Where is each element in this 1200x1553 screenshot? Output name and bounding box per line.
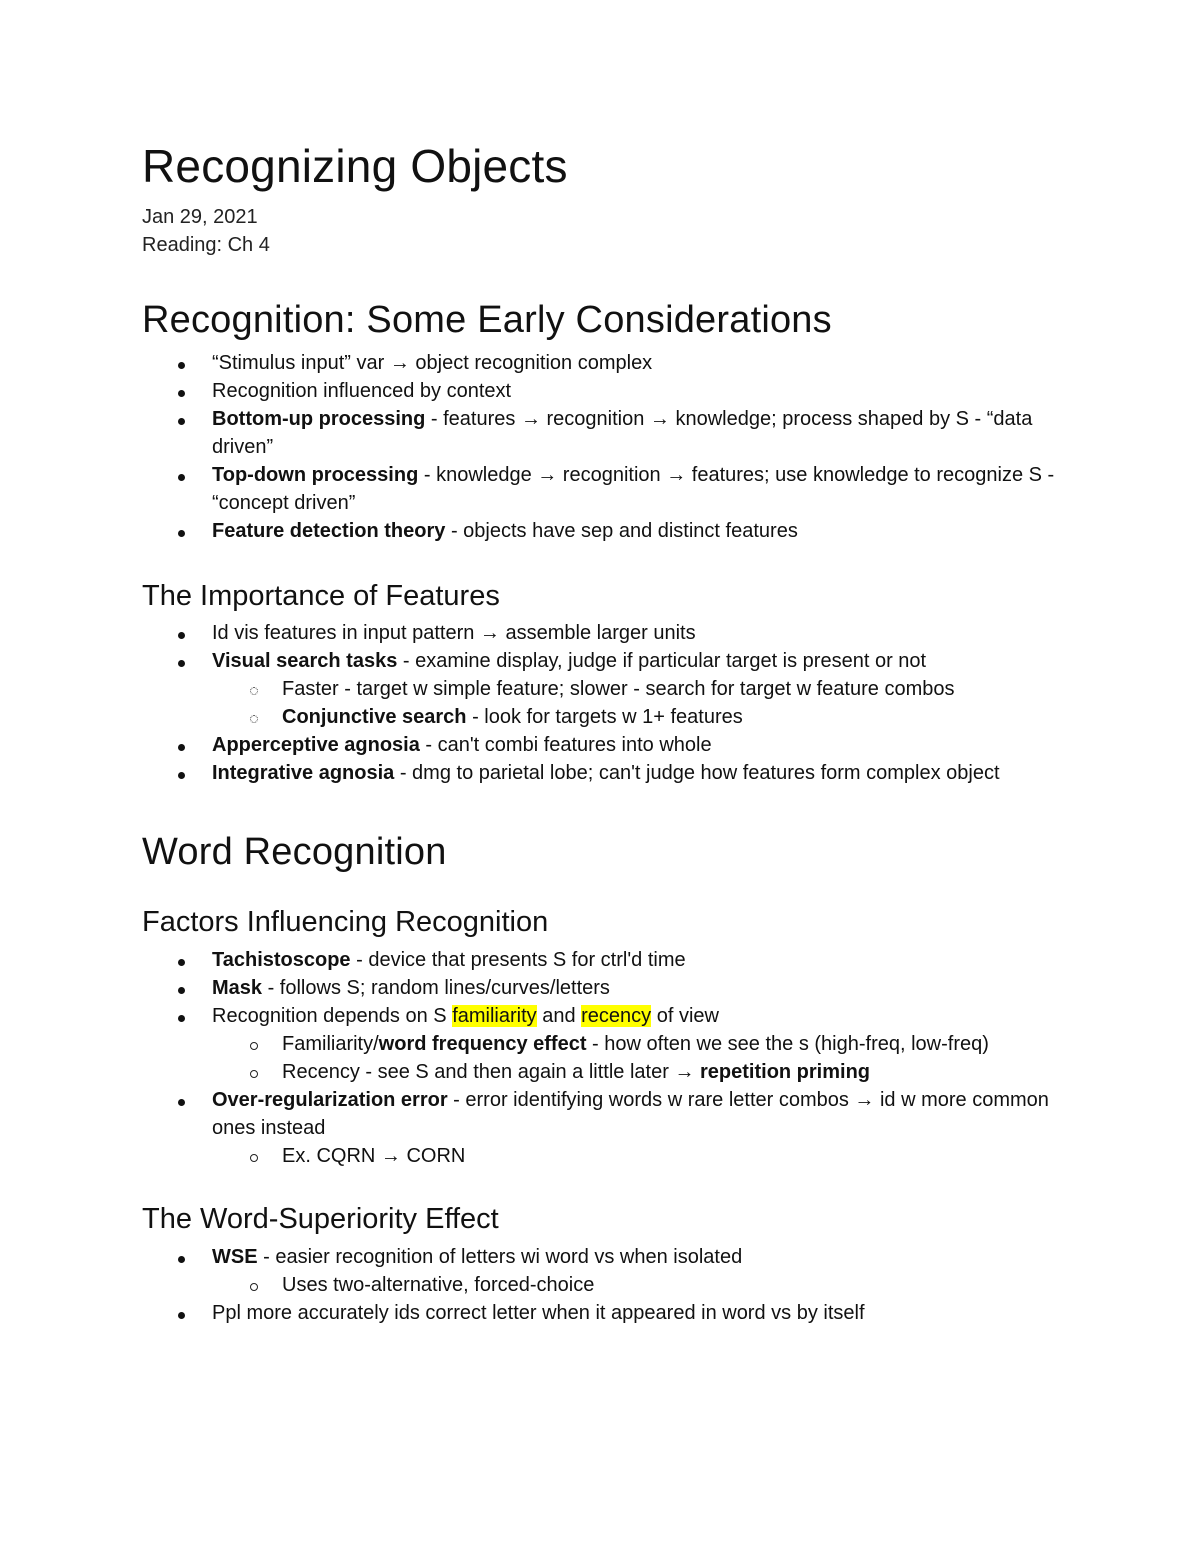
- reading-text: Reading: Ch 4: [142, 233, 270, 256]
- list-early-considerations: [142, 349, 1062, 545]
- bullet-icon: [178, 530, 185, 537]
- document-page: [142, 140, 1062, 1327]
- list-item: “Stimulus input” var → object recognition complex: [142, 349, 1062, 377]
- list-word-superiority: [142, 1243, 1062, 1327]
- bullet-icon: [178, 959, 185, 966]
- list-item: Id vis features in input pattern → assemble larger units: [142, 619, 1062, 647]
- sub-bullet-icon: [250, 1154, 258, 1162]
- list-item: Familiarity/word frequency effect - how often we see the s (high-freq, low-freq): [142, 1030, 1062, 1058]
- bullet-icon: [178, 1099, 185, 1106]
- list-item: Recognition depends on S familiarity and recency of view: [142, 1002, 1062, 1030]
- subheading-word-superiority: The Word-Superiority Effect: [142, 1202, 499, 1235]
- list-item: Ppl more accurately ids correct letter when it appeared in word vs by itself: [142, 1299, 1062, 1327]
- document-title: Recognizing Objects: [142, 140, 568, 192]
- bullet-icon: [178, 390, 185, 397]
- bullet-icon: [178, 632, 185, 639]
- bullet-icon: [178, 362, 185, 369]
- bullet-icon: [178, 1015, 185, 1022]
- sub-bullet-icon: [250, 1042, 258, 1050]
- meta-block: [142, 203, 1062, 259]
- list-item: Recognition influenced by context: [142, 377, 1062, 405]
- list-item: Feature detection theory - objects have sep and distinct features: [142, 517, 1062, 545]
- list-importance-features: [142, 619, 1062, 787]
- subheading-factors: Factors Influencing Recognition: [142, 906, 549, 939]
- list-item: Visual search tasks - examine display, judge if particular target is present or not: [142, 647, 1062, 675]
- sub-bullet-icon: [250, 1070, 258, 1078]
- bullet-icon: [178, 772, 185, 779]
- list-item: Over-regularization error - error identifying words w rare letter combos → id w more common ones instead: [142, 1086, 1062, 1142]
- sub-bullet-icon: [250, 715, 258, 723]
- sub-bullet-icon: [250, 1283, 258, 1291]
- list-item: Tachistoscope - device that presents S for ctrl'd time: [142, 946, 1062, 974]
- list-item: Bottom-up processing - features → recognition → knowledge; process shaped by S - “data driven”: [142, 405, 1062, 461]
- list-item: Faster - target w simple feature; slower - search for target w feature combos: [142, 675, 1062, 703]
- section-heading-word-recognition: Word Recognition: [142, 831, 447, 874]
- bullet-icon: [178, 660, 185, 667]
- list-factors: [142, 946, 1062, 1170]
- bullet-icon: [178, 474, 185, 481]
- subheading-importance-features: The Importance of Features: [142, 579, 500, 612]
- sub-bullet-icon: [250, 687, 258, 695]
- list-item: Mask - follows S; random lines/curves/letters: [142, 974, 1062, 1002]
- bullet-icon: [178, 418, 185, 425]
- list-item: Apperceptive agnosia - can't combi features into whole: [142, 731, 1062, 759]
- highlight-recency: recency: [581, 1004, 652, 1027]
- bullet-icon: [178, 1256, 185, 1263]
- date-text: Jan 29, 2021: [142, 205, 258, 228]
- section-heading-early-considerations: Recognition: Some Early Considerations: [142, 298, 832, 341]
- list-item: Top-down processing - knowledge → recognition → features; use knowledge to recognize S - “concept driven”: [142, 461, 1062, 517]
- list-item: Recency - see S and then again a little later → repetition priming: [142, 1058, 1062, 1086]
- highlight-familiarity: familiarity: [452, 1004, 537, 1027]
- list-item: Uses two-alternative, forced-choice: [142, 1271, 1062, 1299]
- list-item: WSE - easier recognition of letters wi word vs when isolated: [142, 1243, 1062, 1271]
- bullet-icon: [178, 987, 185, 994]
- list-item: Conjunctive search - look for targets w 1+ features: [142, 703, 1062, 731]
- bullet-icon: [178, 1312, 185, 1319]
- bullet-icon: [178, 744, 185, 751]
- list-item: Integrative agnosia - dmg to parietal lobe; can't judge how features form complex object: [142, 759, 1062, 787]
- list-item: Ex. CQRN → CORN: [142, 1142, 1062, 1170]
